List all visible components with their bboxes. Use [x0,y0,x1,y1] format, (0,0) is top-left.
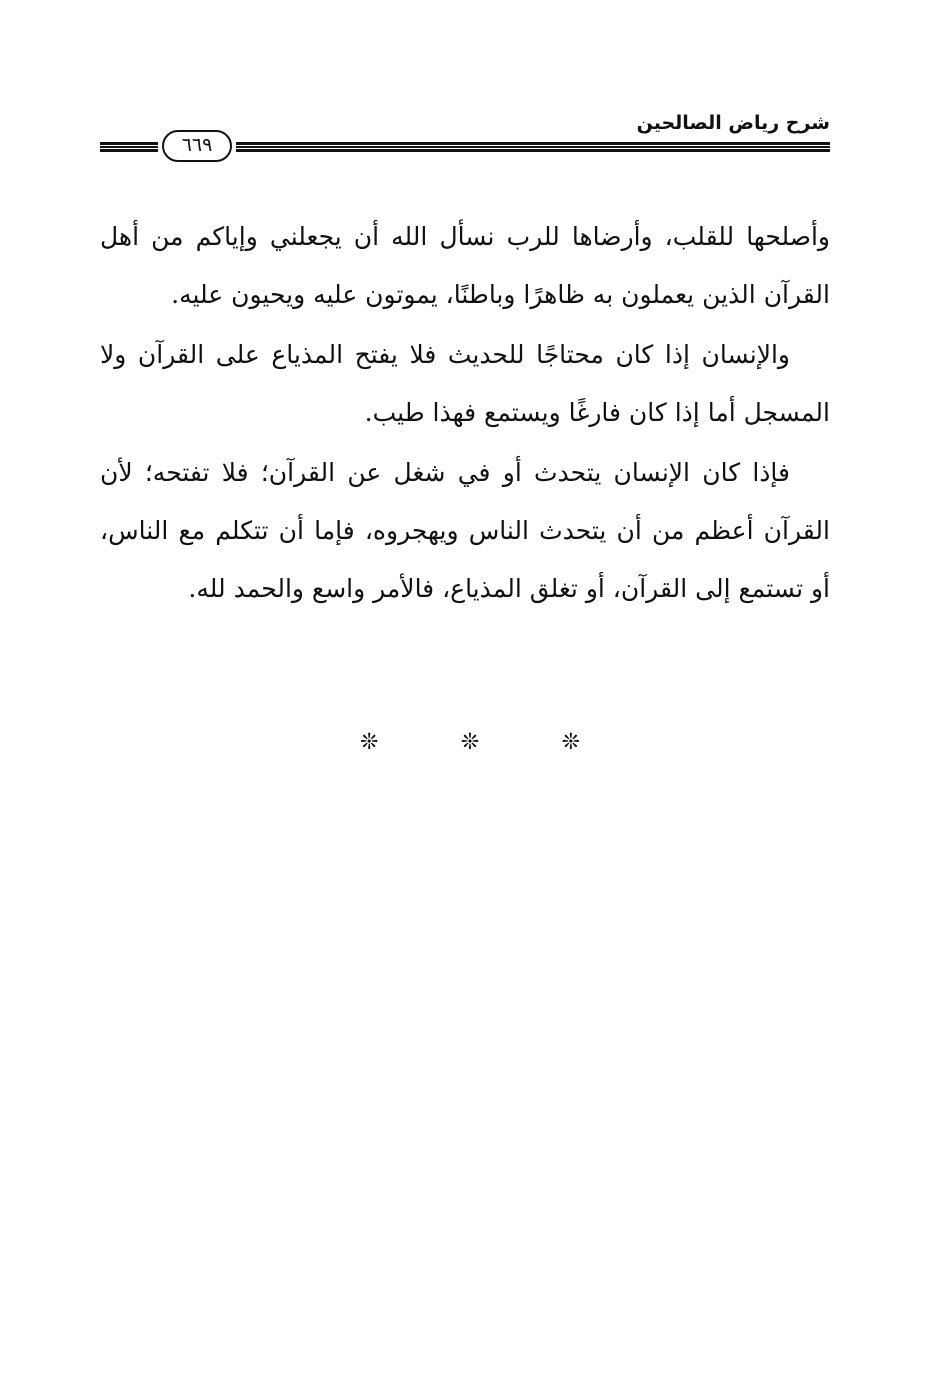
section-separator [360,730,580,755]
running-title: شرح رياض الصالحين [636,112,830,134]
separator-star-icon: ❊ [460,730,480,755]
header-rule-right [236,142,830,152]
body-text [100,208,830,620]
page-number: ٦٦٩ [162,130,232,162]
paragraph-1: وأصلحها للقلب، وأرضاها للرب نسأل الله أن يجعلني وإياكم من أهل القرآن الذين يعملون به ظاهرًا وباطنًا، يموتون عليه ويحيون عليه. [100,222,830,309]
paragraph-2: والإنسان إذا كان محتاجًا للحديث فلا يفتح المذياع على القرآن ولا المسجل أما إذا كان فارغًا ويستمع فهذا طيب. [100,340,830,427]
separator-star-icon: ❊ [360,730,379,755]
paragraph-3: فإذا كان الإنسان يتحدث أو في شغل عن القرآن؛ فلا تفتحه؛ لأن القرآن أعظم من أن يتحدث الناس ويهجروه، فإما أن تتكلم مع الناس، أو تستمع إلى القرآن، أو تغلق المذياع، فالأمر واسع والحمد لله. [100,458,830,603]
header-rule-left [100,142,158,152]
separator-star-icon: ❊ [561,730,580,755]
